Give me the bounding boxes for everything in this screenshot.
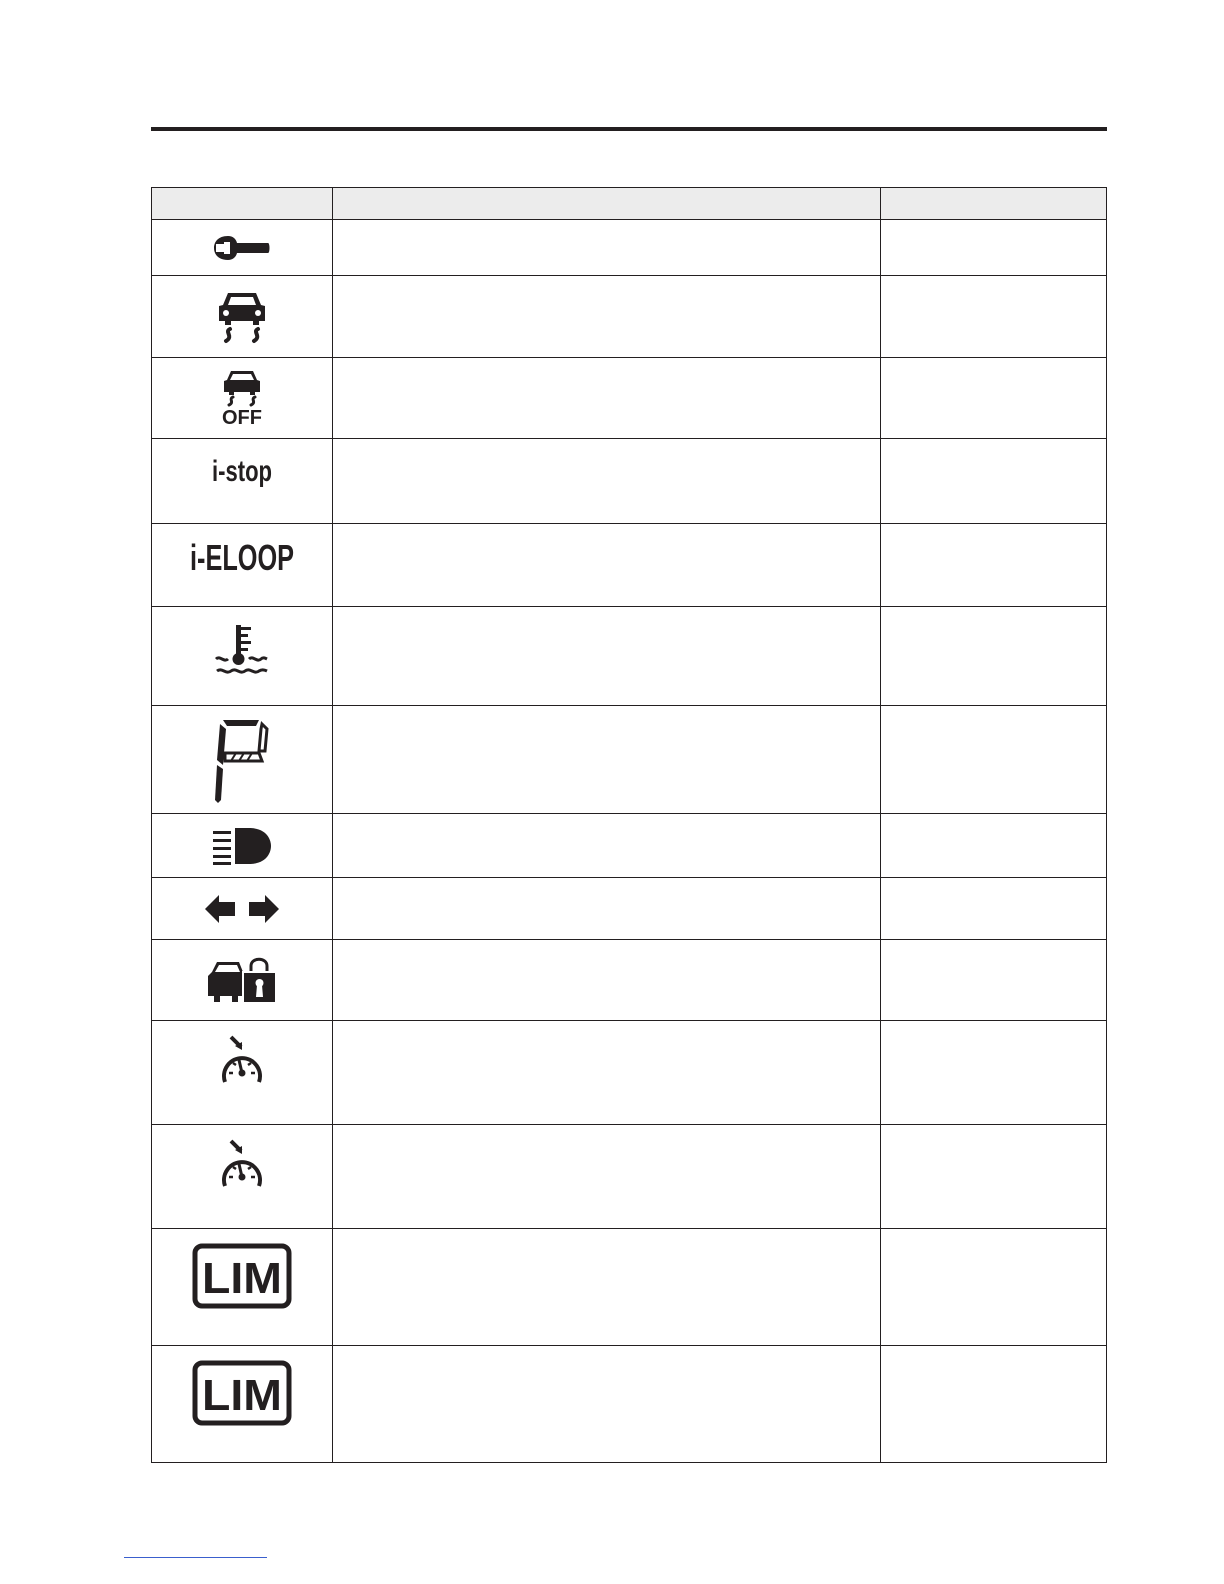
reference-cell [881, 607, 1107, 706]
traction-control-off-icon [212, 369, 272, 427]
table-row [152, 276, 1107, 358]
icon-cell [152, 220, 333, 276]
lim-label: LIM [202, 1371, 282, 1420]
icon-cell [152, 706, 333, 814]
table-row [152, 878, 1107, 940]
description-cell [333, 814, 881, 878]
reference-cell [881, 358, 1107, 439]
reference-cell [881, 1229, 1107, 1346]
table-row [152, 1021, 1107, 1125]
description-cell [333, 358, 881, 439]
description-cell [333, 706, 881, 814]
table-row [152, 524, 1107, 607]
lim-label: LIM [202, 1254, 282, 1303]
table-row [152, 358, 1107, 439]
description-cell [333, 1125, 881, 1229]
i-eloop-label: i-ELOOP [190, 537, 294, 578]
bottom-link-underline[interactable] [124, 1557, 267, 1558]
header-description [333, 188, 881, 220]
coolant-temperature-icon [212, 619, 272, 683]
traction-control-icon [216, 289, 268, 345]
icon-cell [152, 607, 333, 706]
shift-position-p-icon [207, 715, 277, 805]
description-cell [333, 439, 881, 524]
reference-cell [881, 1021, 1107, 1125]
top-rule [151, 127, 1107, 131]
high-beam-icon [209, 826, 275, 866]
icon-cell [152, 940, 333, 1021]
reference-cell [881, 814, 1107, 878]
reference-cell [881, 276, 1107, 358]
table-row [152, 220, 1107, 276]
description-cell [333, 940, 881, 1021]
reference-cell [881, 1346, 1107, 1463]
turn-signal-icon [203, 892, 281, 926]
description-cell [333, 1021, 881, 1125]
icon-cell [152, 814, 333, 878]
reference-cell [881, 524, 1107, 607]
security-lock-icon [205, 954, 279, 1006]
icon-cell [152, 524, 333, 607]
cruise-control-icon [214, 1033, 270, 1091]
reference-cell [881, 439, 1107, 524]
i-stop-label: i-stop [212, 455, 272, 488]
reference-cell [881, 706, 1107, 814]
description-cell [333, 607, 881, 706]
table-row [152, 1229, 1107, 1346]
table-row [152, 706, 1107, 814]
header-reference [881, 188, 1107, 220]
icon-cell [152, 276, 333, 358]
wrench-icon [212, 233, 272, 263]
table-row [152, 1346, 1107, 1463]
table-header-row [152, 188, 1107, 220]
icon-cell [152, 358, 333, 439]
description-cell [333, 524, 881, 607]
i-eloop-icon [187, 534, 297, 578]
table-row [152, 607, 1107, 706]
reference-cell [881, 878, 1107, 940]
icon-cell [152, 439, 333, 524]
speed-limiter-icon [192, 1243, 292, 1309]
icon-cell [152, 1346, 333, 1463]
cruise-control-set-icon [214, 1137, 270, 1195]
description-cell [333, 1346, 881, 1463]
icon-cell [152, 1021, 333, 1125]
reference-cell [881, 220, 1107, 276]
table-row [152, 1125, 1107, 1229]
i-stop-icon [207, 449, 277, 493]
description-cell [333, 1229, 881, 1346]
table-row [152, 814, 1107, 878]
table-row [152, 439, 1107, 524]
reference-cell [881, 940, 1107, 1021]
description-cell [333, 878, 881, 940]
off-label: OFF [222, 407, 262, 429]
reference-cell [881, 1125, 1107, 1229]
table-row [152, 940, 1107, 1021]
icon-cell [152, 1125, 333, 1229]
indicator-table [151, 187, 1107, 1463]
header-indicator [152, 188, 333, 220]
description-cell [333, 220, 881, 276]
icon-cell [152, 878, 333, 940]
speed-limiter-warning-icon [192, 1360, 292, 1426]
description-cell [333, 276, 881, 358]
icon-cell [152, 1229, 333, 1346]
